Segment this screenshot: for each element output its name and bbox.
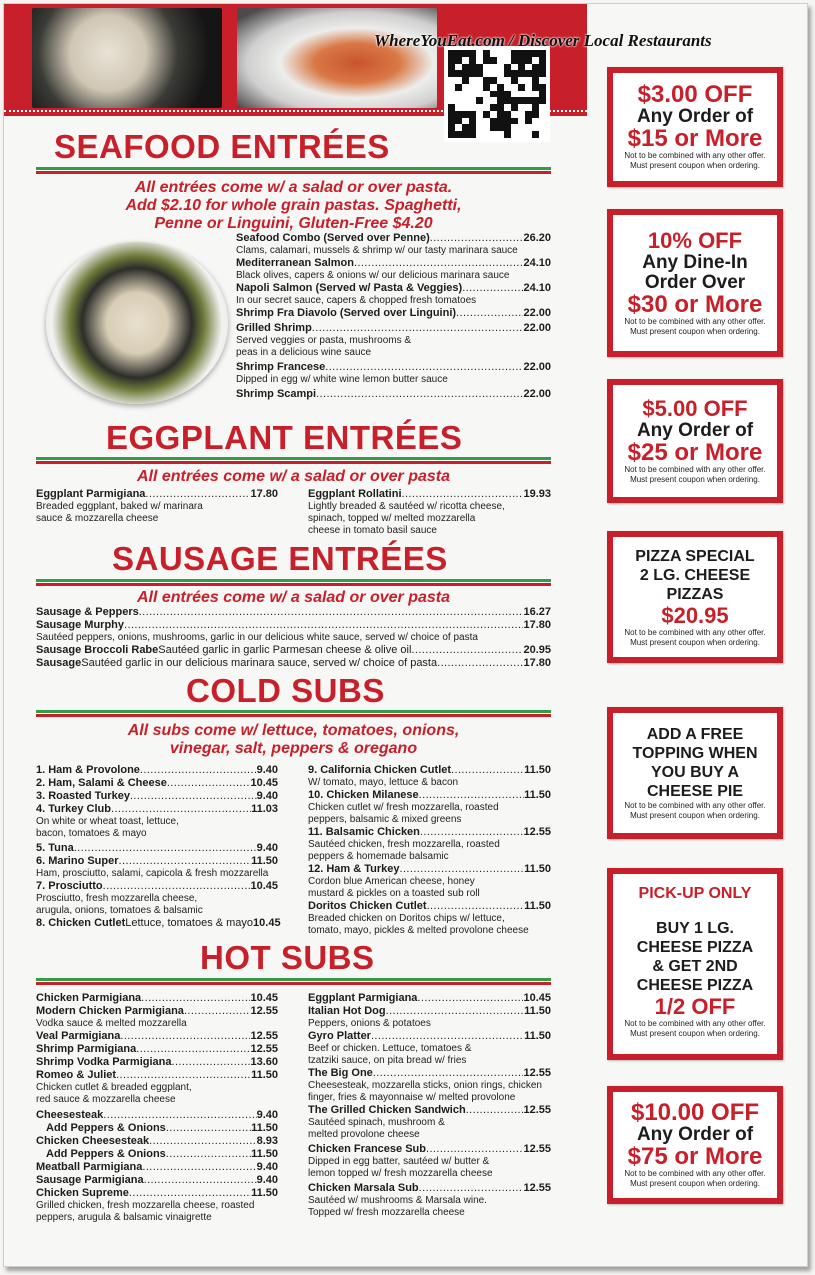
sausage-title: SAUSAGE ENTRÉES (112, 540, 448, 577)
hot-subs-right (308, 992, 551, 1219)
menu-item: Chicken Cheesesteak ..... 8.93 (36, 1135, 278, 1148)
item-description: Chicken cutlet & breaded eggplant, (36, 1082, 192, 1093)
menu-item: Shrimp Francese ..... 22.00 (236, 361, 551, 374)
item-description: Grilled chicken, fresh mozzarella cheese, roasted (36, 1200, 255, 1211)
item-description: Sautéed chicken, fresh mozzarella, roasted (308, 839, 500, 850)
eggplant-right (308, 488, 551, 537)
clams-photo (32, 8, 222, 108)
item-description: red sauce & mozzarella cheese (36, 1094, 176, 1105)
item-description: finger, fries & mayonnaise w/ melted provolone (308, 1092, 516, 1103)
item-description: bacon, tomatoes & mayo (36, 828, 147, 839)
item-description: peppers & homemade balsamic (308, 851, 449, 862)
item-description: Vodka sauce & melted mozzarella (36, 1018, 187, 1029)
menu-item: 4. Turkey Club ..... 11.03 (36, 803, 278, 816)
menu-item: The Grilled Chicken Sandwich ..... 12.55 (308, 1104, 551, 1117)
coupon-free-topping[interactable]: ADD A FREE TOPPING WHEN YOU BUY A CHEESE PIE Not to be combined with any other offer. Must present coupon when ordering. (607, 707, 783, 839)
menu-item: Sausage Sautéed garlic in our delicious marinara sauce, served w/ choice of pasta ..... 17.80 (36, 657, 551, 670)
menu-item: Chicken Parmigiana ..... 10.45 (36, 992, 278, 1005)
menu-item: Modern Chicken Parmigiana ..... 12.55 (36, 1005, 278, 1018)
menu-item: Shrimp Parmigiana ..... 12.55 (36, 1043, 278, 1056)
cold-subs-title: COLD SUBS (186, 672, 385, 709)
pasta-photo (237, 8, 437, 108)
menu-item: Chicken Supreme ..... 11.50 (36, 1187, 278, 1200)
menu-item: Grilled Shrimp ..... 22.00 (236, 322, 551, 335)
coupon-pizza-special[interactable]: PIZZA SPECIAL 2 LG. CHEESE PIZZAS $20.95 Not to be combined with any other offer. Must present coupon when ordering. (607, 531, 783, 663)
seafood-dish-photo (46, 242, 228, 404)
menu-item: 3. Roasted Turkey ..... 9.40 (36, 790, 278, 803)
menu-item: Sausage Parmigiana ..... 9.40 (36, 1174, 278, 1187)
item-description: Breaded eggplant, baked w/ marinara (36, 501, 203, 512)
item-description: Topped w/ fresh mozzarella cheese (308, 1207, 465, 1218)
menu-item: 1. Ham & Provolone ..... 9.40 (36, 764, 278, 777)
menu-item: Sausage Murphy ..... 17.80 (36, 619, 551, 632)
item-description: In our secret sauce, capers & chopped fresh tomatoes (236, 295, 477, 306)
item-description: Lightly breaded & sautéed w/ ricotta cheese, (308, 501, 505, 512)
item-description: tomato, mayo, pickles & melted provolone cheese (308, 925, 529, 936)
coupon-pick-up-only[interactable]: PICK-UP ONLY BUY 1 LG. CHEESE PIZZA & GET 2ND CHEESE PIZZA 1/2 OFF Not to be combined with any other offer. Must present coupon when ordering. (607, 868, 783, 1060)
item-description: Chicken cutlet w/ fresh mozzarella, roasted (308, 802, 499, 813)
menu-item: Gyro Platter ..... 11.50 (308, 1030, 551, 1043)
eggplant-subtitle: All entrées come w/ a salad or over pasta (136, 468, 451, 485)
item-description: Sautéed spinach, mushroom & (308, 1117, 445, 1128)
cold-subs-left (36, 764, 281, 930)
item-description: Clams, calamari, mussels & shrimp w/ our tasty marinara sauce (236, 245, 518, 256)
item-description: Breaded chicken on Doritos chips w/ lettuce, (308, 913, 505, 924)
item-description: Beef or chicken. Lettuce, tomatoes & (308, 1043, 472, 1054)
menu-item: 2. Ham, Salami & Cheese ..... 10.45 (36, 777, 278, 790)
menu-item: The Big One ..... 12.55 (308, 1067, 551, 1080)
cold-subs-subtitle: All subs come w/ lettuce, tomatoes, onions, vinegar, salt, peppers & oregano (127, 722, 460, 757)
menu-item: Eggplant Parmigiana ..... 10.45 (308, 992, 551, 1005)
item-description: cheese in tomato basil sauce (308, 525, 437, 536)
menu-page (3, 3, 808, 1267)
menu-item: 8. Chicken Cutlet Lettuce, tomatoes & mayo 10.45 (36, 917, 281, 929)
menu-item: Shrimp Fra Diavolo (Served over Linguini) ..... 22.00 (236, 307, 551, 320)
item-description: Prosciutto, fresh mozzarella cheese, (36, 893, 198, 904)
item-description: Ham, prosciutto, salami, capicola & fresh mozzarella (36, 868, 269, 879)
qr-code[interactable] (444, 46, 550, 142)
hot-subs-left (36, 992, 278, 1224)
menu-item: Eggplant Parmigiana ..... 17.80 (36, 488, 278, 501)
sausage-list (36, 606, 551, 670)
cold-subs-right (308, 764, 551, 937)
section-divider (36, 457, 551, 464)
item-description: Sautéed w/ mushrooms & Marsala wine. (308, 1195, 487, 1206)
item-description: peppers, arugula & balsamic vinaigrette (36, 1212, 212, 1223)
menu-item: Romeo & Juliet ..... 11.50 (36, 1069, 278, 1082)
item-description: sauce & mozzarella cheese (36, 513, 159, 524)
seafood-title: SEAFOOD ENTRÉES (54, 128, 390, 165)
menu-item: 6. Marino Super ..... 11.50 (36, 855, 278, 868)
menu-item: 5. Tuna ..... 9.40 (36, 842, 278, 855)
section-divider (36, 167, 551, 174)
seafood-subtitle: All entrées come w/ a salad or over pasta. Add $2.10 for whole grain pastas. Spaghetti, Penne or Linguini, Gluten-Free $4.20 (125, 179, 462, 232)
item-description: W/ tomato, mayo, lettuce & bacon (308, 777, 459, 788)
menu-item: 7. Prosciutto ..... 10.45 (36, 880, 278, 893)
item-description: Cordon blue American cheese, honey (308, 876, 475, 887)
coupon-3-off[interactable]: $3.00 OFF Any Order of $15 or More Not to be combined with any other offer. Must present coupon when ordering. (607, 67, 783, 187)
item-description: melted provolone cheese (308, 1129, 420, 1140)
item-description: Peppers, onions & potatoes (308, 1018, 431, 1029)
item-description: arugula, onions, tomatoes & balsamic (36, 905, 203, 916)
item-description: On white or wheat toast, lettuce, (36, 816, 179, 827)
item-description: Served veggies or pasta, mushrooms & (236, 335, 412, 346)
item-description: peas in a delicious wine sauce (236, 347, 372, 358)
menu-item: Chicken Francese Sub ..... 12.55 (308, 1143, 551, 1156)
menu-item: 9. California Chicken Cutlet ..... 11.50 (308, 764, 551, 777)
hot-subs-title: HOT SUBS (200, 939, 375, 976)
menu-item: Eggplant Rollatini ..... 19.93 (308, 488, 551, 501)
menu-item: 10. Chicken Milanese ..... 11.50 (308, 789, 551, 802)
section-divider (36, 978, 551, 985)
menu-item: Seafood Combo (Served over Penne) ..... 26.20 (236, 232, 551, 245)
menu-item: 11. Balsamic Chicken ..... 12.55 (308, 826, 551, 839)
menu-item: Veal Parmigiana ..... 12.55 (36, 1030, 278, 1043)
item-description: lemon topped w/ fresh mozzarella cheese (308, 1168, 493, 1179)
eggplant-left (36, 488, 278, 525)
menu-item: Meatball Parmigiana ..... 9.40 (36, 1161, 278, 1174)
eggplant-title: EGGPLANT ENTRÉES (106, 419, 463, 456)
item-description: peppers, balsamic & mixed greens (308, 814, 462, 825)
menu-item: Sausage & Peppers ..... 16.27 (36, 606, 551, 619)
menu-item: Doritos Chicken Cutlet ..... 11.50 (308, 900, 551, 913)
item-description: Cheesesteak, mozzarella sticks, onion rings, chicken (308, 1080, 542, 1091)
coupon-5-off[interactable]: $5.00 OFF Any Order of $25 or More Not to be combined with any other offer. Must present coupon when ordering. (607, 379, 783, 503)
menu-item: Add Peppers & Onions ..... 11.50 (36, 1148, 278, 1161)
item-description: Sautéed peppers, onions, mushrooms, garlic in our delicious white sauce, served w/ choice of pasta (36, 632, 478, 643)
menu-item: Mediterranean Salmon ..... 24.10 (236, 257, 551, 270)
menu-item: Chicken Marsala Sub ..... 12.55 (308, 1182, 551, 1195)
menu-item: Cheesesteak ..... 9.40 (36, 1109, 278, 1122)
item-description: Dipped in egg batter, sautéed w/ butter & (308, 1156, 490, 1167)
menu-item: Add Peppers & Onions ..... 11.50 (36, 1122, 278, 1135)
seafood-list (236, 232, 551, 401)
menu-item: Shrimp Vodka Parmigiana ..... 13.60 (36, 1056, 278, 1069)
item-description: spinach, topped w/ melted mozzarella (308, 513, 476, 524)
menu-item: Shrimp Scampi ..... 22.00 (236, 388, 551, 401)
item-description: Dipped in egg w/ white wine lemon butter sauce (236, 374, 448, 385)
sausage-subtitle: All entrées come w/ a salad or over pasta (136, 589, 451, 606)
section-divider (36, 579, 551, 586)
section-divider (36, 710, 551, 717)
item-description: tzatziki sauce, on pita bread w/ fries (308, 1055, 467, 1066)
menu-item: Sausage Broccoli Rabe Sautéed garlic in garlic Parmesan cheese & olive oil ..... 20.95 (36, 644, 551, 657)
coupon-10-percent-off[interactable]: 10% OFF Any Dine-In Order Over $30 or More Not to be combined with any other offer. Must present coupon when ordering. (607, 209, 783, 357)
watermark: WhereYouEat.com / Discover Local Restaurants (374, 31, 712, 50)
menu-item: Napoli Salmon (Served w/ Pasta & Veggies) ..... 24.10 (236, 282, 551, 295)
menu-item: 12. Ham & Turkey ..... 11.50 (308, 863, 551, 876)
item-description: mustard & pickles on a toasted sub roll (308, 888, 480, 899)
menu-item: Italian Hot Dog ..... 11.50 (308, 1005, 551, 1018)
coupon-10-off[interactable]: $10.00 OFF Any Order of $75 or More Not to be combined with any other offer. Must present coupon when ordering. (607, 1086, 783, 1204)
item-description: Black olives, capers & onions w/ our delicious marinara sauce (236, 270, 510, 281)
